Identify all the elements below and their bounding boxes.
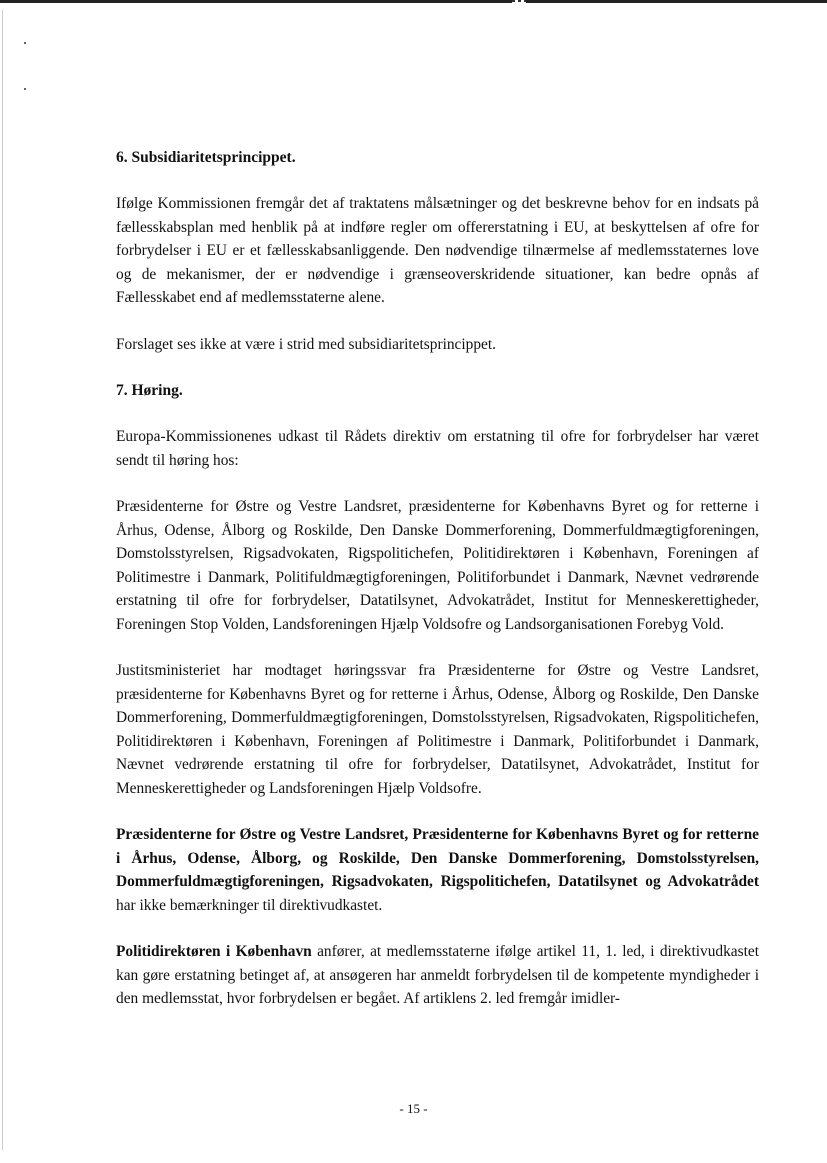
section-7-paragraph-2: Præsidenterne for Østre og Vestre Landsret, præsidenterne for Københavns Byret og for retterne i Århus, Odense, Ålborg og Roskilde, Den Danske Dommerforening, Dommerfuldmægtigforeningen, Domstolsstyrelsen, Rigsadvokaten, Rigspolitichefen, Politidirektøren i København, Foreningen af Politimestre i Danmark, Politifuldmægtigforeningen, Politiforbundet i Danmark, Nævnet vedrørende erstatning til ofre for forbrydelser, Datatilsynet, Advokatrådet, Institut for Menneskerettigheder, Foreningen Stop Volden, Landsforeningen Hjælp Voldsofre og Landsorganisationen Forebyg Vold. [116, 498, 759, 633]
section-7-paragraph-5 [116, 940, 759, 1011]
section-7-paragraph-1: Europa-Kommissionenes udkast til Rådets direktiv om erstatning til ofre for forbrydelser har været sendt til høring hos: [116, 428, 759, 469]
paragraph-5-bold: Politidirektøren i København [116, 943, 312, 960]
section-7-paragraph-4 [116, 823, 759, 917]
scan-top-line-right [526, 0, 827, 3]
section-6-heading: 6. Subsidiaritetsprincippet. [116, 149, 296, 166]
scan-speck [24, 42, 26, 44]
scan-top-line-left [0, 0, 512, 3]
scan-speck [24, 88, 26, 90]
scan-left-edge [2, 10, 3, 1150]
section-7-heading: 7. Høring. [116, 382, 183, 399]
document-body [116, 146, 759, 1011]
paragraph-4-bold: Præsidenterne for Østre og Vestre Landsret, Præsidenterne for Københavns Byret og for retterne i Århus, Odense, Ålborg, og Roskilde, Den Danske Dommerforening, Domstolsstyrelsen, Dommerfuldmægtigforeningen, Rigsadvokaten, Rigspolitichefen, Datatilsynet og Advokatrådet [116, 826, 759, 890]
section-7-paragraph-3: Justitsministeriet har modtaget høringssvar fra Præsidenterne for Østre og Vestre Landsret, præsidenterne for Københavns Byret og for retterne i Århus, Odense, Ålborg og Roskilde, Den Danske Dommerforening, Dommerfuldmægtigforeningen, Domstolsstyrelsen, Rigsadvokaten, Rigspolitichefen, Politidirektøren i København, Foreningen af Politimestre i Danmark, Politiforbundet i Danmark, Nævnet vedrørende erstatning til ofre for forbrydelser, Datatilsynet, Advokatrådet, Institut for Menneskerettigheder og Landsforeningen Hjælp Voldsofre. [116, 662, 759, 797]
paragraph-4-text: har ikke bemærkninger til direktivudkastet. [116, 896, 383, 914]
section-6-paragraph-2: Forslaget ses ikke at være i strid med subsidiaritetsprincippet. [116, 335, 496, 353]
scan-top-gap [512, 0, 526, 2]
page-number: - 15 - [399, 1101, 428, 1116]
paragraph-5-text: anfører, at medlemsstaterne ifølge artikel 11, 1. led, i direktivudkastet kan gøre erstatning betinget af, at ansøgeren har anmeldt forbrydelsen til de kompetente myndigheder i den medlemsstat, hvor forbrydelsen er begået. Af artiklens 2. led fremgår imidler- [116, 943, 759, 1007]
section-6-paragraph-1: Ifølge Kommissionen fremgår det af traktatens målsætninger og det beskrevne behov for en indsats på fællesskabsplan med henblik på at indføre regler om offererstatning i EU, at beskyttelsen af ofre for forbrydelser i EU er et fællesskabsanliggende. Den nødvendige tilnærmelse af medlemsstaternes love og de mekanismer, der er nødvendige i grænseoverskridende situationer, kan bedre opnås af Fællesskabet end af medlemsstaterne alene. [116, 195, 759, 306]
scan-top-border [0, 0, 827, 5]
